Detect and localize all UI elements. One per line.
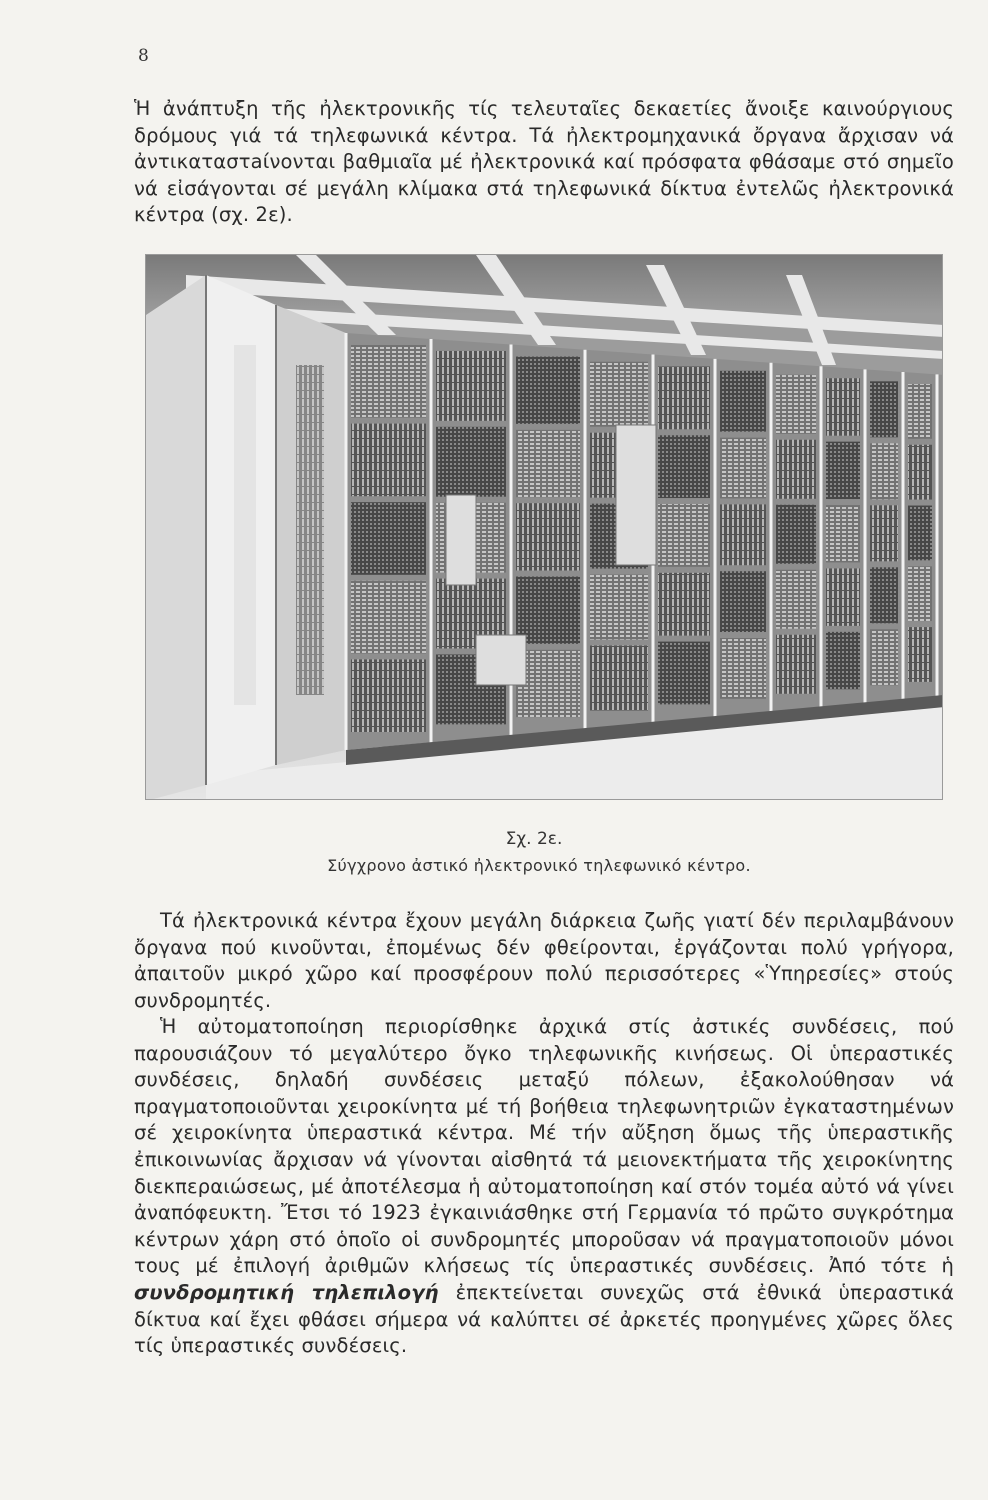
figure-caption: Σύγχρονο ἀστικό ἠλεκτρονικό τηλεφωνικό κέντρο. — [327, 856, 751, 875]
paragraph-automation-text-1: Ἡ αὐτοματοποίηση περιορίσθηκε ἀρχικά στίς ἀστικές συνδέσεις, πού παρουσιάζουν τό μεγαλύτερο ὄγκο τηλεφωνικῆς κινήσεως. Οἱ ὑπεραστικές συνδέσεις, δηλαδή συνδέσεις μεταξύ πόλεων, ἐξακολούθησαν νά πραγματοποιοῦνται χειροκίνητα μέ τή βοήθεια τηλεφωνητριῶν ἐγκαταστημένων σέ χειροκίνητα ὑπεραστικά κέντρα. Μέ τήν αὔξηση ὅμως τῆς ὑπεραστικῆς ἐπικοινωνίας ἄρχισαν νά γίνονται αἰσθητά τά μειονεκτήματα τῆς χειροκίνητης διεκπεραιώσεως, μέ ἀποτέλεσμα ἡ αὐτοματοποίηση καί στόν τομέα αὐτό νά γίνει ἀναπόφευκτη. Ἔτσι τό 1923 ἐγκαινιάσθηκε στή Γερμανία τό πρῶτο συγκρότημα κέντρων χάρη στό ὁποῖο οἱ συνδρομητές μποροῦσαν νά πραγματοποιοῦν μόνοι τους μέ ἐπιλογή ἀριθμῶν κλήσεως τίς ὑπεραστικές συνδέσεις. Ἀπό τότε ἡ — [134, 1015, 954, 1278]
figure-label: Σχ. 2ε. — [505, 829, 563, 849]
paragraph-electronic-centers: Τά ἠλεκτρονικά κέντρα ἔχουν μεγάλη διάρκεια ζωῆς γιατί δέν περιλαμβάνουν ὄργανα πού κινοῦνται, ἐπομένως δέν φθείρονται, ἐργάζονται πολύ γρήγορα, ἀπαιτοῦν μικρό χῶρο καί προσφέρουν πολύ περισσότερες «Ὑπηρεσίες» στούς συνδρομητές. — [134, 909, 954, 1012]
page-number: 8 — [138, 46, 149, 66]
figure-photo — [145, 254, 943, 800]
paragraph-automation-text-2: ἐπεκτείνεται συνεχῶς στά ἐθνικά ὑπεραστικά δίκτυα καί ἔχει φθάσει σήμερα νά καλύπτει σέ ἀρκετές προηγμένες χῶρες ὅλες τίς ὑπεραστικές συνδέσεις. — [134, 1280, 954, 1358]
emphasis-subscriber-dialing: συνδρομητική τηλεπιλογή — [134, 1280, 439, 1304]
intro-paragraph: Ἡ ἀνάπτυξη τῆς ἠλεκτρονικῆς τίς τελευταῖες δεκαετίες ἄνοιξε καινούργιους δρόμους γιά τά τηλεφωνικά κέντρα. Τά ἠλεκτρομηχανικά ὄργανα ἄρχισαν νά ἀντικαταστaίνονται βαθμιαῖα μέ ἠλεκτρονικά καί πρόσφατα φθάσαμε στό σημεῖο νά εἰσάγονται σέ μεγάλη κλίμακα στά τηλεφωνικά δίκτυα ἐντελῶς ἠλεκτρονικά κέντρα (σχ. 2ε). — [134, 97, 954, 227]
paragraph-automation — [134, 1014, 954, 1360]
